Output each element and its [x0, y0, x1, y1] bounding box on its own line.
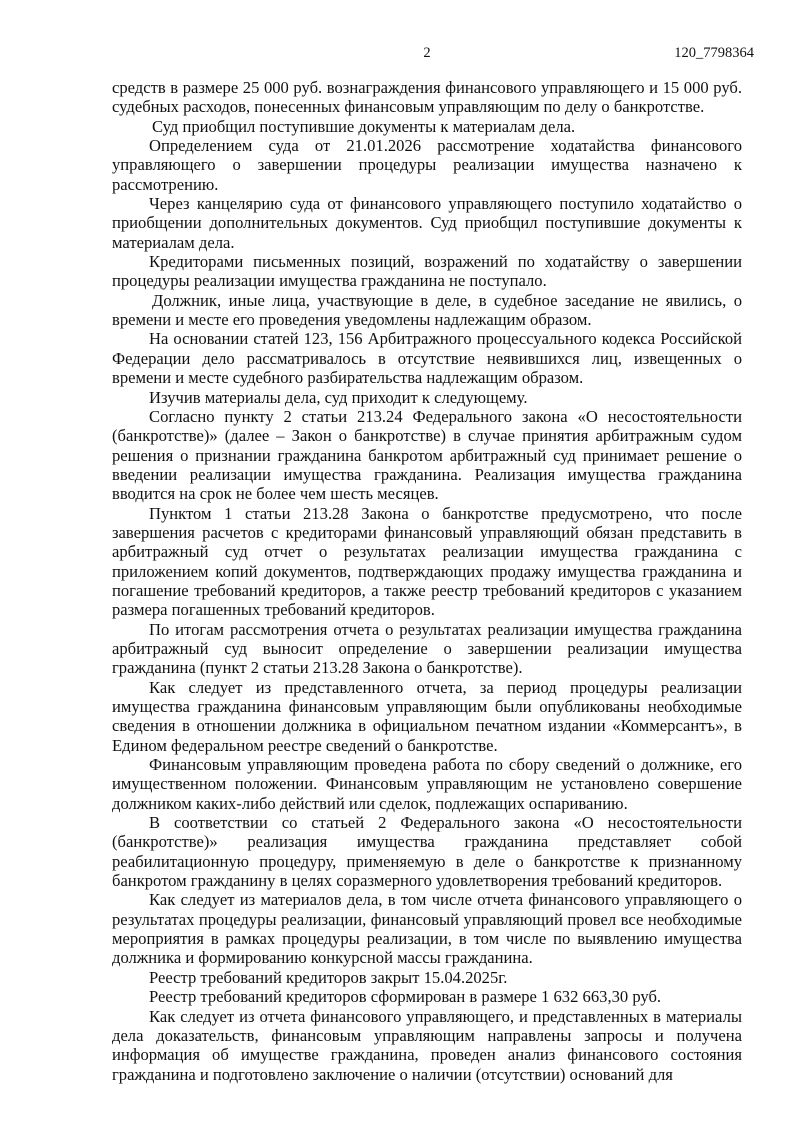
paragraph: Финансовым управляющим проведена работа по сбору сведений о должнике, его имущественном положении. Финансовым управляющим не установлено совершение должником каких-либо действий или сделок, подлежащих оспариванию. [112, 755, 742, 813]
paragraph: Изучив материалы дела, суд приходит к следующему. [149, 387, 528, 407]
paragraph: Определением суда от 21.01.2026 рассмотрение ходатайства финансового управляющего о завершении процедуры реализации имущества назначено к рассмотрению. [112, 136, 742, 194]
paragraph: средств в размере 25 000 руб. вознаграждения финансового управляющего и 15 000 руб. судебных расходов, понесенных финансовым управляющим по делу о банкротстве. [112, 78, 742, 117]
page-number: 2 [423, 45, 431, 61]
paragraph: В соответствии со статьей 2 Федерального закона «О несостоятельности (банкротстве)» реализация имущества гражданина представляет собой реабилитационную процедуру, применяемую в деле о банкротстве к признанному банкротом гражданину в целях соразмерного удовлетворения требований кредиторов. [112, 813, 742, 891]
document-body [112, 78, 742, 1084]
paragraph: Кредиторами письменных позиций, возражений по ходатайству о завершении процедуры реализации имущества гражданина не поступало. [112, 252, 742, 291]
paragraph: Согласно пункту 2 статьи 213.24 Федерального закона «О несостоятельности (банкротстве)» (далее – Закон о банкротстве) в случае принятия арбитражным судом решения о признании гражданина банкротом арбитражный суд принимает решение о введении реализации имущества гражданина. Реализация имущества гражданина вводится на срок не более чем шесть месяцев. [112, 406, 742, 504]
paragraph: Реестр требований кредиторов сформирован в размере 1 632 663,30 руб. [149, 987, 662, 1007]
paragraph: На основании статей 123, 156 Арбитражного процессуального кодекса Российской Федерации дело рассматривалось в отсутствие неявившихся лиц, извещенных о времени и месте судебного разбирательства надлежащим образом. [112, 329, 742, 388]
paragraph: Должник, иные лица, участвующие в деле, в судебное заседание не явились, о времени и месте его проведения уведомлены надлежащим образом. [112, 290, 742, 330]
paragraph: Суд приобщил поступившие документы к материалам дела. [152, 116, 576, 136]
paragraph: Как следует из материалов дела, в том числе отчета финансового управляющего о результатах процедуры реализации, финансовый управляющий провел все необходимые мероприятия в рамках процедуры реализации, в том числе по выявлению имущества должника и формированию конкурсной массы гражданина. [112, 890, 742, 968]
paragraph: Реестр требований кредиторов закрыт 15.04.2025г. [149, 967, 508, 987]
paragraph: По итогам рассмотрения отчета о результатах реализации имущества гражданина арбитражный суд выносит определение о завершении реализации имущества гражданина (пункт 2 статьи 213.28 Закона о банкротстве). [112, 619, 742, 678]
paragraph: Как следует из представленного отчета, за период процедуры реализации имущества гражданина финансовым управляющим были опубликованы необходимые сведения в отношении должника в официальном печатном издании «Коммерсантъ», в Едином федеральном реестре сведений о банкротстве. [112, 677, 742, 755]
document-id: 120_7798364 [674, 45, 754, 61]
paragraph: Как следует из отчета финансового управляющего, и представленных в материалы дела доказательств, финансовым управляющим направлены запросы и получена информация об имуществе гражданина, проведен анализ финансового состояния гражданина и подготовлено заключение о наличии (отсутствии) оснований для [112, 1006, 742, 1084]
page-header [112, 45, 754, 65]
paragraph: Через канцелярию суда от финансового управляющего поступило ходатайство о приобщении дополнительных документов. Суд приобщил поступившие документы к материалам дела. [112, 194, 742, 252]
paragraph: Пунктом 1 статьи 213.28 Закона о банкротстве предусмотрено, что после завершения расчетов с кредиторами финансовый управляющий обязан представить в арбитражный суд отчет о результатах реализации имущества гражданина с приложением копий документов, подтверждающих продажу имущества гражданина и погашение требований кредиторов, а также реестр требований кредиторов с указанием размера погашенных требований кредиторов. [112, 503, 742, 620]
